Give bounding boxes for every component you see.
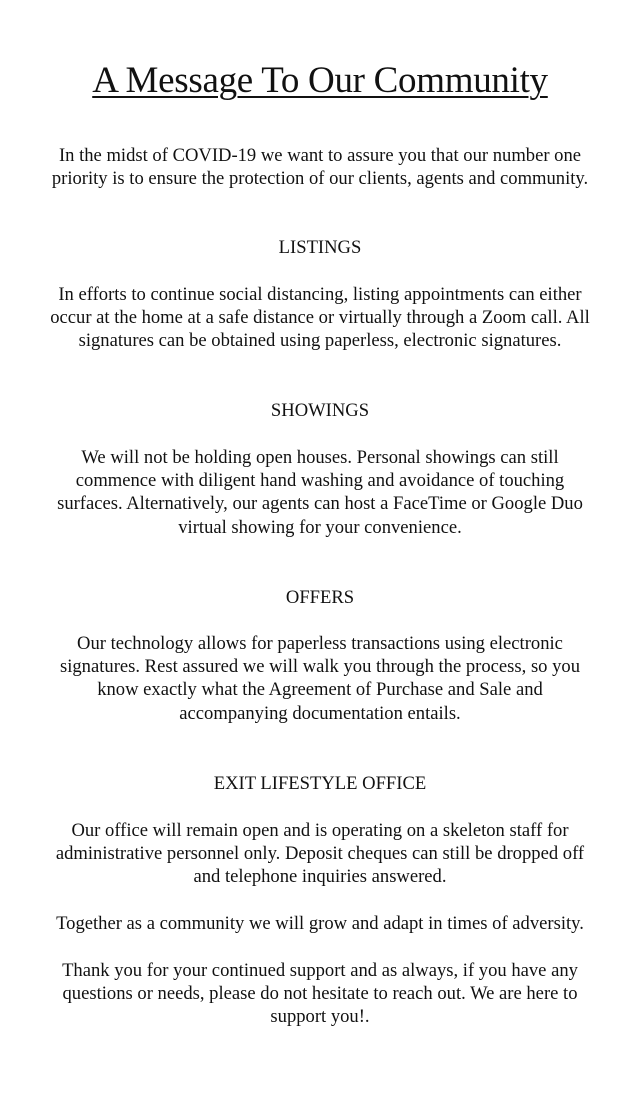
intro-paragraph <box>14 144 626 190</box>
thanks-line-3: support you!. <box>270 1006 370 1028</box>
listings-line-3: signatures can be obtained using paperless, electronic signatures. <box>78 330 562 352</box>
page-title: A Message To Our Community <box>92 60 548 101</box>
intro-line-1: In the midst of COVID-19 we want to assure you that our number one <box>58 145 582 166</box>
office-line-3: and telephone inquiries answered. <box>193 866 447 888</box>
office-line-2: administrative personnel only. Deposit cheques can still be dropped off <box>55 843 585 865</box>
showings-line-1: We will not be holding open houses. Personal showings can still <box>81 447 559 468</box>
offers-heading: OFFERS <box>285 587 355 608</box>
showings-paragraph <box>14 446 626 539</box>
showings-line-4: virtual showing for your convenience. <box>178 516 462 538</box>
office-heading: EXIT LIFESTYLE OFFICE <box>213 773 427 794</box>
listings-line-1: In efforts to continue social distancing, listing appointments can either <box>58 284 582 305</box>
thanks-paragraph <box>14 959 626 1029</box>
thanks-line-1: Thank you for your continued support and as always, if you have any <box>62 960 578 981</box>
together-line-1: Together as a community we will grow and adapt in times of adversity. <box>56 913 584 934</box>
showings-heading: SHOWINGS <box>270 400 370 421</box>
intro-line-2: priority is to ensure the protection of our clients, agents and community. <box>51 168 589 190</box>
office-line-1: Our office will remain open and is operating on a skeleton staff for <box>71 820 569 841</box>
together-paragraph <box>14 912 626 935</box>
listings-paragraph <box>14 283 626 353</box>
offers-line-2: signatures. Rest assured we will walk you through the process, so you <box>59 656 581 678</box>
offers-line-1: Our technology allows for paperless transactions using electronic <box>77 633 563 654</box>
offers-paragraph <box>14 632 626 725</box>
showings-line-3: surfaces. Alternatively, our agents can host a FaceTime or Google Duo <box>57 493 583 515</box>
thanks-line-2: questions or needs, please do not hesitate to reach out. We are here to <box>62 983 578 1005</box>
listings-line-2: occur at the home at a safe distance or virtually through a Zoom call. All <box>50 307 590 329</box>
showings-line-2: commence with diligent hand washing and avoidance of touching <box>75 470 565 492</box>
office-paragraph <box>14 819 626 889</box>
offers-line-3: know exactly what the Agreement of Purchase and Sale and <box>97 679 543 701</box>
listings-heading: LISTINGS <box>278 237 362 258</box>
offers-line-4: accompanying documentation entails. <box>179 702 461 724</box>
